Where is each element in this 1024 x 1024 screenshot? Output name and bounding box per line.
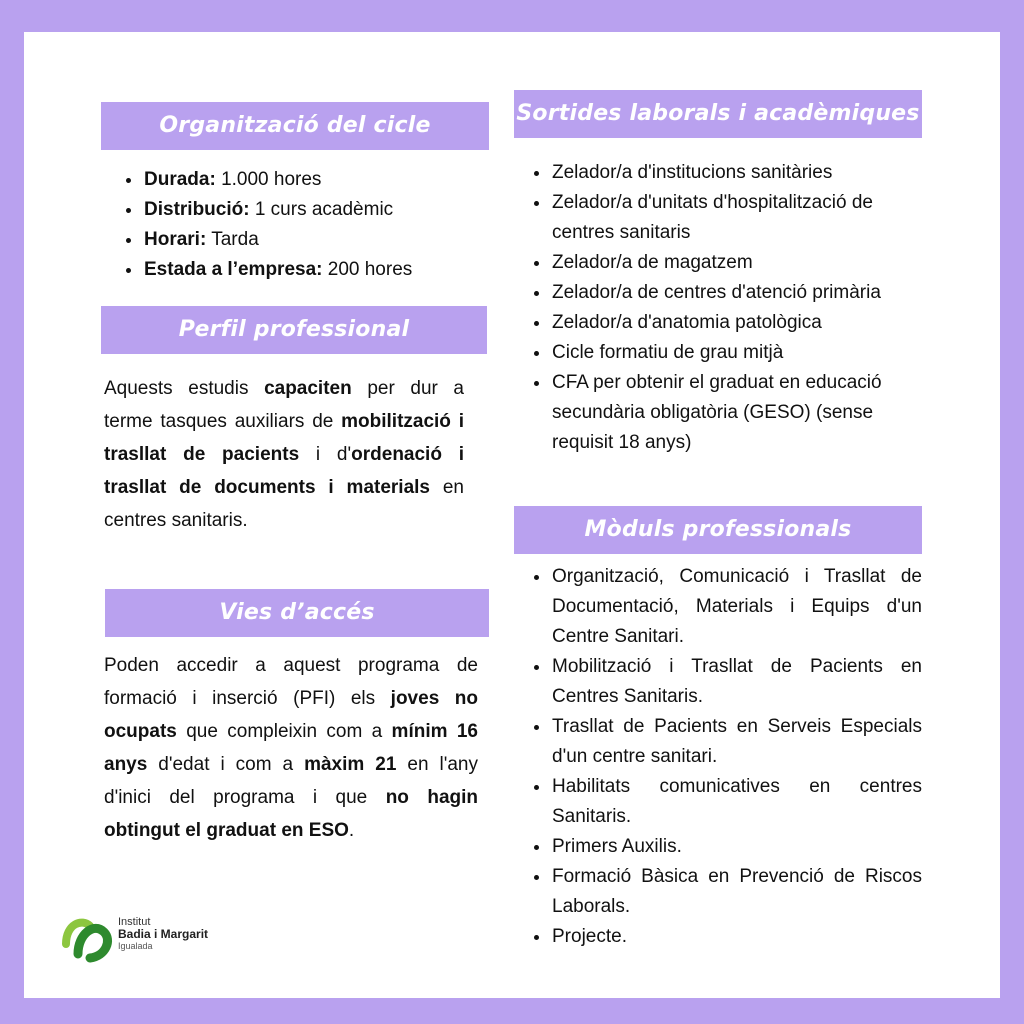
- list-item: Zelador/a de centres d'atenció primària: [552, 278, 912, 308]
- list-item: Formació Bàsica en Prevenció de Riscos Laborals.: [552, 862, 922, 922]
- vies-title: Vies d’accés: [219, 600, 375, 625]
- list-item: Primers Auxilis.: [552, 832, 922, 862]
- perfil-paragraph: Aquests estudis capaciten per dur a terme tasques auxiliars de mobilització i trasllat de pacients i d'ordenació i trasllat de documents i materials en centres sanitaris.: [104, 378, 465, 531]
- institut-logo: [60, 908, 260, 968]
- sortides-banner: [514, 90, 922, 138]
- list-item: Zelador/a d'institucions sanitàries: [552, 158, 912, 188]
- moduls-list: [526, 562, 922, 952]
- institut-logo-mark-icon: [60, 908, 116, 964]
- list-item: Estada a l’empresa: 200 hores: [144, 255, 514, 285]
- list-item: Durada: 1.000 hores: [144, 165, 514, 195]
- vies-paragraph: Poden accedir a aquest programa de formació i inserció (PFI) els joves no ocupats que compleixin com a mínim 16 anys d'edat i com a màxim 21 en l'any d'inici del programa i que no hagin obtingut el graduat en ESO.: [104, 655, 478, 841]
- list-item: Zelador/a d'anatomia patològica: [552, 308, 912, 338]
- organitzacio-title: Organització del cicle: [159, 113, 431, 138]
- perfil-banner: [101, 306, 487, 354]
- sortides-list: [526, 158, 912, 458]
- list-item: Zelador/a d'unitats d'hospitalització de centres sanitaris: [552, 188, 912, 248]
- poster-page: [24, 32, 1000, 998]
- institut-logo-text: Institut Badia i Margarit Igualada: [118, 916, 209, 951]
- moduls-banner: [514, 506, 922, 554]
- perfil-title: Perfil professional: [178, 317, 410, 342]
- list-item: Projecte.: [552, 922, 922, 952]
- list-item: Zelador/a de magatzem: [552, 248, 912, 278]
- list-item: Habilitats comunicatives en centres Sanitaris.: [552, 772, 922, 832]
- sortides-title: Sortides laborals i acadèmiques: [516, 101, 920, 126]
- organitzacio-banner: [101, 102, 489, 150]
- list-item: Cicle formatiu de grau mitjà: [552, 338, 912, 368]
- vies-banner: [105, 589, 489, 637]
- moduls-title: Mòduls professionals: [584, 517, 852, 542]
- list-item: Organització, Comunicació i Trasllat de Documentació, Materials i Equips d'un Centre Sanitari.: [552, 562, 922, 652]
- list-item: CFA per obtenir el graduat en educació secundària obligatòria (GESO) (sense requisit 18 anys): [552, 368, 912, 458]
- list-item: Trasllat de Pacients en Serveis Especials d'un centre sanitari.: [552, 712, 922, 772]
- list-item: Distribució: 1 curs acadèmic: [144, 195, 514, 225]
- list-item: Mobilització i Trasllat de Pacients en Centres Sanitaris.: [552, 652, 922, 712]
- list-item: Horari: Tarda: [144, 225, 514, 255]
- organitzacio-list: [118, 165, 514, 285]
